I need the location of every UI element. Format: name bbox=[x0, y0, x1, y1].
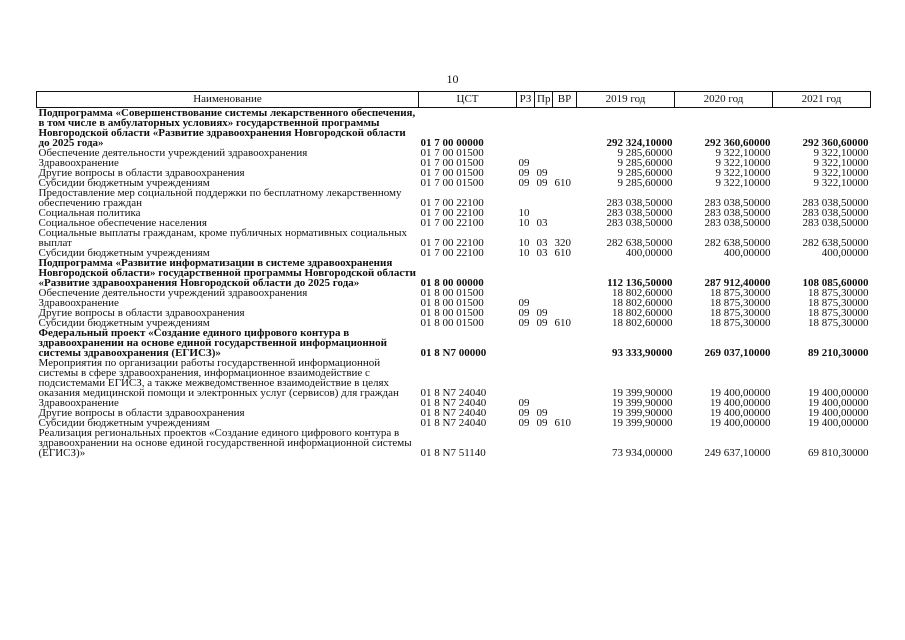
header-2020: 2020 год bbox=[675, 92, 773, 108]
header-csr: ЦСТ bbox=[419, 92, 517, 108]
cell-rz: 09 bbox=[518, 157, 530, 169]
table-row bbox=[37, 108, 871, 149]
cell-2021: 18 875,30000 bbox=[808, 317, 869, 329]
header-vr: ВР bbox=[553, 92, 577, 108]
cell-2021: 108 085,60000 bbox=[802, 277, 869, 289]
cell-2021: 9 322,10000 bbox=[813, 177, 869, 189]
cell-pr: 09 bbox=[536, 407, 548, 419]
cell-pr bbox=[535, 288, 553, 298]
cell-rz: 09 bbox=[518, 397, 530, 409]
cell-rz: 09 bbox=[518, 317, 530, 329]
cell-rz: 09 bbox=[518, 167, 530, 179]
cell-2020: 400,00000 bbox=[723, 247, 771, 259]
cell-2019: 18 802,60000 bbox=[612, 307, 673, 319]
cell-2019: 400,00000 bbox=[625, 247, 673, 259]
cell-name: Социальные выплаты гражданам, кроме публичных нормативных социальных выплат bbox=[38, 227, 407, 249]
cell-2019: 112 136,50000 bbox=[607, 277, 673, 289]
cell-2021: 18 875,30000 bbox=[808, 297, 869, 309]
cell-2019: 18 802,60000 bbox=[612, 297, 673, 309]
cell-name: Другие вопросы в области здравоохранения bbox=[38, 167, 245, 179]
cell-2020: 287 912,40000 bbox=[704, 277, 771, 289]
cell-csr: 01 7 00 01500 bbox=[420, 177, 484, 189]
cell-csr: 01 8 N7 51140 bbox=[420, 447, 486, 459]
cell-pr bbox=[535, 108, 553, 149]
cell-rz: 09 bbox=[518, 297, 530, 309]
cell-name: Федеральный проект «Создание единого цифрового контура в здравоохранении на основе единой государственной информационной системы здравоохранения (ЕГИСЗ)» bbox=[38, 327, 387, 359]
cell-2019: 9 285,60000 bbox=[617, 157, 673, 169]
cell-2021: 18 875,30000 bbox=[808, 307, 869, 319]
cell-name: Предоставление мер социальной поддержки по бесплатному лекарственному обеспечению граждан bbox=[38, 187, 402, 209]
cell-csr: 01 8 00 00000 bbox=[420, 277, 484, 289]
cell-vr: 610 bbox=[554, 247, 571, 259]
cell-csr: 01 7 00 00000 bbox=[420, 137, 484, 149]
cell-rz: 10 bbox=[518, 217, 530, 229]
cell-rz bbox=[517, 258, 535, 288]
cell-name: Обеспечение деятельности учреждений здравоохранения bbox=[38, 287, 308, 299]
cell-name: Здравоохранение bbox=[38, 157, 119, 169]
cell-pr bbox=[535, 258, 553, 288]
table-row bbox=[37, 358, 871, 398]
header-pr: Пр bbox=[535, 92, 553, 108]
cell-vr bbox=[553, 428, 577, 458]
cell-2021: 19 400,00000 bbox=[808, 387, 869, 399]
cell-vr bbox=[553, 398, 577, 408]
cell-2019: 283 038,50000 bbox=[606, 217, 673, 229]
cell-name: Реализация региональных проектов «Создание единого цифрового контура в здравоохранении на основе единой государственной информационной системы (ЕГИСЗ)» bbox=[38, 427, 412, 459]
cell-vr bbox=[553, 148, 577, 158]
cell-2019: 9 285,60000 bbox=[617, 167, 673, 179]
cell-2020: 283 038,50000 bbox=[704, 217, 771, 229]
table-row bbox=[37, 258, 871, 288]
cell-2019: 9 285,60000 bbox=[617, 177, 673, 189]
cell-csr: 01 8 N7 24040 bbox=[420, 387, 487, 399]
cell-pr bbox=[535, 148, 553, 158]
cell-name: Мероприятия по организации работы государственной информационной системы в сфере здравоохранения, информационное взаимодействие с подсистемами ЕГИСЗ, а также межведомственное взаимодействие в целях оказания медицинской помощи и электронных услуг (сервисов) для граждан bbox=[38, 357, 399, 399]
cell-2019: 93 333,90000 bbox=[612, 347, 673, 359]
cell-rz: 10 bbox=[518, 207, 530, 219]
cell-vr bbox=[553, 108, 577, 149]
cell-2020: 282 638,50000 bbox=[704, 237, 771, 249]
cell-csr: 01 8 00 01500 bbox=[420, 287, 484, 299]
cell-csr: 01 8 00 01500 bbox=[420, 297, 484, 309]
cell-2019: 282 638,50000 bbox=[606, 237, 673, 249]
cell-rz: 09 bbox=[518, 177, 530, 189]
cell-name: Обеспечение деятельности учреждений здравоохранения bbox=[38, 147, 308, 159]
header-name: Наименование bbox=[37, 92, 419, 108]
cell-pr: 09 bbox=[536, 317, 548, 329]
cell-2020: 18 875,30000 bbox=[710, 287, 771, 299]
table-row bbox=[37, 228, 871, 248]
cell-pr: 09 bbox=[536, 167, 548, 179]
cell-name: Субсидии бюджетным учреждениям bbox=[38, 417, 210, 429]
cell-2019: 19 399,90000 bbox=[612, 407, 673, 419]
cell-vr bbox=[553, 288, 577, 298]
cell-rz bbox=[517, 428, 535, 458]
cell-2019: 9 285,60000 bbox=[617, 147, 673, 159]
cell-2019: 73 934,00000 bbox=[612, 447, 673, 459]
cell-pr: 03 bbox=[536, 247, 548, 259]
cell-vr bbox=[553, 358, 577, 398]
cell-rz: 09 bbox=[518, 407, 530, 419]
cell-2021: 9 322,10000 bbox=[813, 167, 869, 179]
cell-2021: 283 038,50000 bbox=[802, 217, 869, 229]
cell-rz: 10 bbox=[518, 247, 530, 259]
cell-csr: 01 7 00 22100 bbox=[420, 197, 484, 209]
cell-vr bbox=[553, 188, 577, 208]
cell-2021: 19 400,00000 bbox=[808, 417, 869, 429]
cell-2020: 283 038,50000 bbox=[704, 207, 771, 219]
cell-2020: 9 322,10000 bbox=[715, 147, 771, 159]
cell-name: Субсидии бюджетным учреждениям bbox=[38, 317, 210, 329]
cell-2021: 283 038,50000 bbox=[802, 207, 869, 219]
cell-pr: 03 bbox=[536, 237, 548, 249]
cell-name: Подпрограмма «Развитие информатизации в системе здравоохранения Новгородской области» государственной программы Новгородской области «Развитие здравоохранения Новгородской области до 2025 года» bbox=[38, 257, 416, 289]
cell-2021: 283 038,50000 bbox=[802, 197, 869, 209]
cell-vr bbox=[553, 208, 577, 218]
cell-2021: 19 400,00000 bbox=[808, 397, 869, 409]
table-body bbox=[37, 108, 871, 459]
cell-csr: 01 8 N7 24040 bbox=[420, 407, 487, 419]
table-row bbox=[37, 188, 871, 208]
cell-2021: 19 400,00000 bbox=[808, 407, 869, 419]
cell-name: Подпрограмма «Совершенствование системы лекарственного обеспечения, в том числе в амбулаторных условиях» государственной программы Новгородской области «Развитие здравоохранения Новгородской области до 2025 года» bbox=[38, 107, 416, 149]
cell-rz: 10 bbox=[518, 237, 530, 249]
cell-pr: 03 bbox=[536, 217, 548, 229]
cell-2021: 89 210,30000 bbox=[808, 347, 869, 359]
cell-name: Социальное обеспечение населения bbox=[38, 217, 207, 229]
table-header bbox=[37, 92, 871, 108]
cell-csr: 01 8 00 01500 bbox=[420, 317, 484, 329]
cell-name: Субсидии бюджетным учреждениям bbox=[38, 247, 210, 259]
cell-2021: 400,00000 bbox=[821, 247, 869, 259]
cell-csr: 01 8 N7 24040 bbox=[420, 397, 487, 409]
cell-pr: 09 bbox=[536, 307, 548, 319]
cell-rz bbox=[517, 108, 535, 149]
cell-vr: 610 bbox=[554, 417, 571, 429]
cell-name: Здравоохранение bbox=[38, 397, 119, 409]
cell-rz: 09 bbox=[518, 417, 530, 429]
cell-2019: 292 324,10000 bbox=[606, 137, 673, 149]
cell-vr bbox=[553, 158, 577, 168]
cell-2021: 282 638,50000 bbox=[802, 237, 869, 249]
cell-csr: 01 7 00 22100 bbox=[420, 237, 484, 249]
cell-name: Субсидии бюджетным учреждениям bbox=[38, 177, 210, 189]
cell-csr: 01 7 00 01500 bbox=[420, 157, 484, 169]
cell-name: Другие вопросы в области здравоохранения bbox=[38, 407, 245, 419]
cell-csr: 01 8 N7 00000 bbox=[420, 347, 487, 359]
cell-pr: 09 bbox=[536, 417, 548, 429]
cell-vr bbox=[553, 298, 577, 308]
cell-vr: 320 bbox=[554, 237, 571, 249]
cell-rz: 09 bbox=[518, 307, 530, 319]
cell-vr: 610 bbox=[554, 317, 571, 329]
cell-2021: 18 875,30000 bbox=[808, 287, 869, 299]
cell-2021: 9 322,10000 bbox=[813, 147, 869, 159]
cell-vr bbox=[553, 258, 577, 288]
cell-2020: 19 400,00000 bbox=[710, 397, 771, 409]
cell-2021: 292 360,60000 bbox=[802, 137, 869, 149]
cell-csr: 01 7 00 01500 bbox=[420, 147, 484, 159]
cell-name: Другие вопросы в области здравоохранения bbox=[38, 307, 245, 319]
header-rz: РЗ bbox=[517, 92, 535, 108]
table-row bbox=[37, 428, 871, 458]
cell-pr: 09 bbox=[536, 177, 548, 189]
cell-2021: 9 322,10000 bbox=[813, 157, 869, 169]
cell-2020: 18 875,30000 bbox=[710, 307, 771, 319]
cell-csr: 01 7 00 22100 bbox=[420, 207, 484, 219]
cell-rz bbox=[517, 188, 535, 208]
cell-2020: 18 875,30000 bbox=[710, 317, 771, 329]
cell-pr bbox=[535, 188, 553, 208]
cell-2020: 18 875,30000 bbox=[710, 297, 771, 309]
cell-2019: 283 038,50000 bbox=[606, 207, 673, 219]
cell-name: Социальная политика bbox=[38, 207, 141, 219]
page-number: 10 bbox=[446, 72, 459, 86]
cell-rz bbox=[517, 358, 535, 398]
cell-2020: 9 322,10000 bbox=[715, 167, 771, 179]
cell-2019: 19 399,90000 bbox=[612, 387, 673, 399]
header-2019: 2019 год bbox=[577, 92, 675, 108]
cell-2020: 292 360,60000 bbox=[704, 137, 771, 149]
cell-csr: 01 8 00 01500 bbox=[420, 307, 484, 319]
cell-2019: 19 399,90000 bbox=[612, 417, 673, 429]
cell-2020: 19 400,00000 bbox=[710, 417, 771, 429]
cell-pr bbox=[535, 358, 553, 398]
cell-rz bbox=[517, 328, 535, 358]
cell-2020: 19 400,00000 bbox=[710, 387, 771, 399]
cell-csr: 01 8 N7 24040 bbox=[420, 417, 487, 429]
cell-vr bbox=[553, 218, 577, 228]
cell-csr: 01 7 00 22100 bbox=[420, 247, 484, 259]
cell-vr bbox=[553, 328, 577, 358]
cell-2021: 69 810,30000 bbox=[808, 447, 869, 459]
cell-2020: 249 637,10000 bbox=[704, 447, 771, 459]
cell-2019: 18 802,60000 bbox=[612, 317, 673, 329]
cell-pr bbox=[535, 428, 553, 458]
cell-2020: 9 322,10000 bbox=[715, 157, 771, 169]
budget-table bbox=[36, 91, 871, 458]
cell-2020: 19 400,00000 bbox=[710, 407, 771, 419]
cell-2019: 18 802,60000 bbox=[612, 287, 673, 299]
cell-2020: 283 038,50000 bbox=[704, 197, 771, 209]
cell-name: Здравоохранение bbox=[38, 297, 119, 309]
table-row bbox=[37, 328, 871, 358]
cell-pr bbox=[535, 328, 553, 358]
cell-2019: 283 038,50000 bbox=[606, 197, 673, 209]
cell-2020: 269 037,10000 bbox=[704, 347, 771, 359]
cell-csr: 01 7 00 22100 bbox=[420, 217, 484, 229]
cell-2019: 19 399,90000 bbox=[612, 397, 673, 409]
header-2021: 2021 год bbox=[773, 92, 871, 108]
cell-csr: 01 7 00 01500 bbox=[420, 167, 484, 179]
cell-vr: 610 bbox=[554, 177, 571, 189]
cell-2020: 9 322,10000 bbox=[715, 177, 771, 189]
